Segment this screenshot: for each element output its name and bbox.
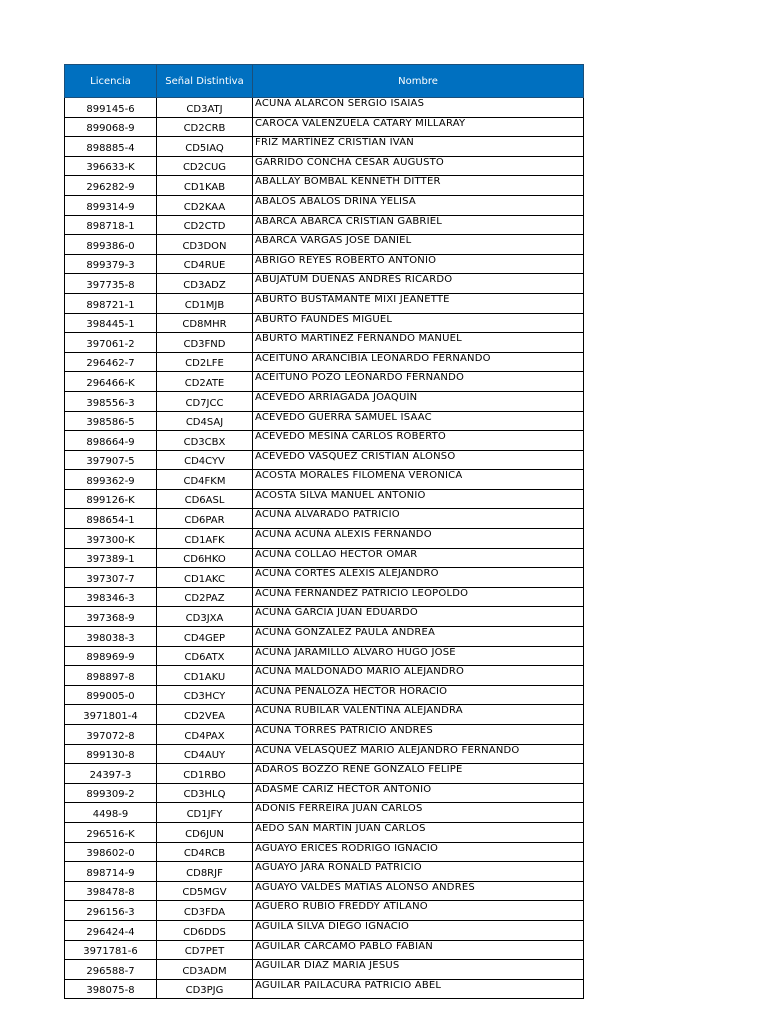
table-row (65, 431, 584, 451)
table-row (65, 529, 584, 549)
licencia-cell: 296282-9 (65, 176, 157, 196)
table-row (65, 685, 584, 705)
licencia-cell: 898714-9 (65, 862, 157, 882)
licencia-cell: 396633-K (65, 156, 157, 176)
nombre-cell: ACUÑA FERNANDEZ PATRICIO LEOPOLDO (253, 587, 584, 607)
licencia-cell: 398602-0 (65, 842, 157, 862)
licencia-cell: 898969-9 (65, 646, 157, 666)
nombre-cell: ACEVEDO ARRIAGADA JOAQUÍN (253, 391, 584, 411)
senal-distintiva-cell: CD3FND (157, 333, 253, 353)
senal-distintiva-cell: CD2ATE (157, 372, 253, 392)
licencia-cell: 397072-8 (65, 725, 157, 745)
licencia-cell: 296516-K (65, 822, 157, 842)
table-row (65, 548, 584, 568)
nombre-cell: ACEVEDO GUERRA SAMUEL ISAAC (253, 411, 584, 431)
table-row (65, 842, 584, 862)
table-row (65, 627, 584, 647)
table-row (65, 803, 584, 823)
senal-distintiva-cell: CD2VEA (157, 705, 253, 725)
licencia-cell: 398346-3 (65, 587, 157, 607)
licencia-cell: 899379-3 (65, 254, 157, 274)
table-row (65, 901, 584, 921)
senal-distintiva-cell: CD6ASL (157, 489, 253, 509)
senal-distintiva-cell: CD4FKM (157, 470, 253, 490)
licencia-cell: 296588-7 (65, 960, 157, 980)
senal-distintiva-cell: CD3CBX (157, 431, 253, 451)
senal-distintiva-cell: CD3JXA (157, 607, 253, 627)
senal-distintiva-cell: CD7JCC (157, 391, 253, 411)
nombre-cell: ACUÑA CORTES ALEXIS ALEJANDRO (253, 568, 584, 588)
senal-distintiva-cell: CD6PAR (157, 509, 253, 529)
licencia-cell: 4498-9 (65, 803, 157, 823)
licencia-cell: 398478-8 (65, 881, 157, 901)
licencia-cell: 398038-3 (65, 627, 157, 647)
table-row (65, 391, 584, 411)
senal-distintiva-cell: CD4RUE (157, 254, 253, 274)
table-row (65, 352, 584, 372)
nombre-cell: ACUÑA ALARCON SERGIO ISAIAS (253, 98, 584, 118)
header-row (65, 65, 584, 98)
license-table (64, 64, 584, 999)
licencia-cell: 899314-9 (65, 195, 157, 215)
licencia-cell: 398586-5 (65, 411, 157, 431)
licencia-cell: 398075-8 (65, 979, 157, 999)
table-row (65, 235, 584, 255)
licencia-cell: 899126-K (65, 489, 157, 509)
nombre-cell: AGUILAR CARCAMO PABLO FABIAN (253, 940, 584, 960)
senal-distintiva-cell: CD6DDS (157, 920, 253, 940)
nombre-cell: ACUÑA PEÑALOZA HECTOR HORACIO (253, 685, 584, 705)
senal-distintiva-cell: CD4RCB (157, 842, 253, 862)
senal-distintiva-cell: CD3FDA (157, 901, 253, 921)
nombre-cell: FRIZ MARTÍNEZ CRISTIAN IVÁN (253, 137, 584, 157)
table-row (65, 666, 584, 686)
licencia-cell: 898664-9 (65, 431, 157, 451)
nombre-cell: AGUAYO JARA RONALD PATRICIO (253, 862, 584, 882)
nombre-cell: ABALLAY BOMBAL KENNETH DITTER (253, 176, 584, 196)
header-senal-distintiva: Señal Distintiva (157, 65, 253, 98)
table-row (65, 254, 584, 274)
table-row (65, 372, 584, 392)
senal-distintiva-cell: CD1AKU (157, 666, 253, 686)
licencia-cell: 397907-5 (65, 450, 157, 470)
licencia-cell: 3971781-6 (65, 940, 157, 960)
table-row (65, 940, 584, 960)
table-row (65, 646, 584, 666)
nombre-cell: ABARCA ABARCA CRISTIAN GABRIEL (253, 215, 584, 235)
licencia-cell: 898654-1 (65, 509, 157, 529)
table-row (65, 587, 584, 607)
senal-distintiva-cell: CD4CYV (157, 450, 253, 470)
table-row (65, 744, 584, 764)
senal-distintiva-cell: CD3HLQ (157, 783, 253, 803)
nombre-cell: ADONIS FERREIRA JUAN CARLOS (253, 803, 584, 823)
senal-distintiva-cell: CD3DON (157, 235, 253, 255)
nombre-cell: AGUERO RUBIO FREDDY ATILANO (253, 901, 584, 921)
table-row (65, 195, 584, 215)
senal-distintiva-cell: CD5IAQ (157, 137, 253, 157)
senal-distintiva-cell: CD3PJG (157, 979, 253, 999)
nombre-cell: ACEVEDO VÁSQUEZ CRISTIAN ALONSO (253, 450, 584, 470)
nombre-cell: ABRIGO REYES ROBERTO ANTONIO (253, 254, 584, 274)
licencia-cell: 296424-4 (65, 920, 157, 940)
table-row (65, 862, 584, 882)
licencia-cell: 296466-K (65, 372, 157, 392)
senal-distintiva-cell: CD2LFE (157, 352, 253, 372)
senal-distintiva-cell: CD2CUG (157, 156, 253, 176)
table-row (65, 509, 584, 529)
nombre-cell: ADAROS BOZZO RENE GONZALO FELIPE (253, 764, 584, 784)
licencia-cell: 898897-8 (65, 666, 157, 686)
senal-distintiva-cell: CD4AUY (157, 744, 253, 764)
nombre-cell: ACUÑA MALDONADO MARIO ALEJANDRO (253, 666, 584, 686)
senal-distintiva-cell: CD6ATX (157, 646, 253, 666)
nombre-cell: AGUILAR PAILACURA PATRICIO ABEL (253, 979, 584, 999)
header-licencia: Licencia (65, 65, 157, 98)
table-row (65, 725, 584, 745)
nombre-cell: ABURTO BUSTAMANTE MIXI JEANETTE (253, 293, 584, 313)
table-row (65, 156, 584, 176)
nombre-cell: ACUÑA TORRES PATRICIO ANDRES (253, 725, 584, 745)
nombre-cell: ACUÑA COLLAO HECTOR OMAR (253, 548, 584, 568)
nombre-cell: ACUÑA GARCIA JUAN EDUARDO (253, 607, 584, 627)
table-row (65, 293, 584, 313)
licencia-cell: 899145-6 (65, 98, 157, 118)
table-row (65, 450, 584, 470)
table-row (65, 705, 584, 725)
senal-distintiva-cell: CD6JUN (157, 822, 253, 842)
licencia-cell: 3971801-4 (65, 705, 157, 725)
licencia-cell: 899362-9 (65, 470, 157, 490)
senal-distintiva-cell: CD1MJB (157, 293, 253, 313)
senal-distintiva-cell: CD8MHR (157, 313, 253, 333)
senal-distintiva-cell: CD7PET (157, 940, 253, 960)
nombre-cell: ABALOS ABALOS DRINA YELISA (253, 195, 584, 215)
senal-distintiva-cell: CD3ATJ (157, 98, 253, 118)
senal-distintiva-cell: CD1AFK (157, 529, 253, 549)
nombre-cell: ACUÑA RUBILAR VALENTINA ALEJANDRA (253, 705, 584, 725)
licencia-cell: 397307-7 (65, 568, 157, 588)
nombre-cell: AGUILA SILVA DIEGO IGNACIO (253, 920, 584, 940)
senal-distintiva-cell: CD3ADM (157, 960, 253, 980)
table-row (65, 920, 584, 940)
table-body (65, 98, 584, 999)
senal-distintiva-cell: CD6HKO (157, 548, 253, 568)
table-row (65, 176, 584, 196)
nombre-cell: ACUÑA ACUÑA ALEXIS FERNANDO (253, 529, 584, 549)
table-row (65, 568, 584, 588)
nombre-cell: GARRIDO CONCHA CESAR AUGUSTO (253, 156, 584, 176)
licencia-cell: 397300-K (65, 529, 157, 549)
table-row (65, 137, 584, 157)
table-row (65, 489, 584, 509)
table-row (65, 313, 584, 333)
senal-distintiva-cell: CD2KAA (157, 195, 253, 215)
table-row (65, 881, 584, 901)
senal-distintiva-cell: CD2PAZ (157, 587, 253, 607)
nombre-cell: ABURTO FAÚNDES MIGUEL (253, 313, 584, 333)
licencia-cell: 397061-2 (65, 333, 157, 353)
nombre-cell: AGUILAR DIAZ MARIA JESUS (253, 960, 584, 980)
senal-distintiva-cell: CD2CTD (157, 215, 253, 235)
table-row (65, 783, 584, 803)
table-row (65, 411, 584, 431)
licencia-cell: 898718-1 (65, 215, 157, 235)
nombre-cell: ADASME CARIZ HÉCTOR ANTONIO (253, 783, 584, 803)
licencia-cell: 24397-3 (65, 764, 157, 784)
licencia-cell: 397735-8 (65, 274, 157, 294)
senal-distintiva-cell: CD1KAB (157, 176, 253, 196)
licencia-cell: 899386-0 (65, 235, 157, 255)
table-row (65, 215, 584, 235)
nombre-cell: ACUÑA JARAMILLO ALVARO HUGO JOSE (253, 646, 584, 666)
table-row (65, 960, 584, 980)
senal-distintiva-cell: CD3ADZ (157, 274, 253, 294)
senal-distintiva-cell: CD1AKC (157, 568, 253, 588)
senal-distintiva-cell: CD3HCY (157, 685, 253, 705)
senal-distintiva-cell: CD1JFY (157, 803, 253, 823)
licencia-cell: 296156-3 (65, 901, 157, 921)
licencia-cell: 397368-9 (65, 607, 157, 627)
nombre-cell: ACEITUNO ARANCIBIA LEONARDO FERNANDO (253, 352, 584, 372)
nombre-cell: ACEITUNO POZO LEONARDO FERNANDO (253, 372, 584, 392)
senal-distintiva-cell: CD1RBO (157, 764, 253, 784)
table-row (65, 333, 584, 353)
senal-distintiva-cell: CD8RJF (157, 862, 253, 882)
nombre-cell: ACUÑA ALVARADO PATRICIO (253, 509, 584, 529)
nombre-cell: AGUAYO VALDES MATIAS ALONSO ANDRES (253, 881, 584, 901)
nombre-cell: ABUJATUM DUEÑAS ANDRÉS RICARDO (253, 274, 584, 294)
senal-distintiva-cell: CD5MGV (157, 881, 253, 901)
licencia-cell: 898885-4 (65, 137, 157, 157)
senal-distintiva-cell: CD4PAX (157, 725, 253, 745)
licencia-cell: 398445-1 (65, 313, 157, 333)
senal-distintiva-cell: CD2CRB (157, 117, 253, 137)
table-row (65, 98, 584, 118)
nombre-cell: ACUÑA GONZALEZ PAULA ANDREA (253, 627, 584, 647)
table-row (65, 274, 584, 294)
licencia-cell: 899130-8 (65, 744, 157, 764)
licencia-cell: 898721-1 (65, 293, 157, 313)
nombre-cell: ACUÑA VELASQUEZ MARIO ALEJANDRO FERNANDO (253, 744, 584, 764)
nombre-cell: ABARCA VARGAS JOSE DANIEL (253, 235, 584, 255)
licencia-cell: 398556-3 (65, 391, 157, 411)
licencia-cell: 899068-9 (65, 117, 157, 137)
table-row (65, 470, 584, 490)
nombre-cell: ACOSTA MORALES FILOMENA VERONICA (253, 470, 584, 490)
nombre-cell: ACOSTA SILVA MANUEL ANTONIO (253, 489, 584, 509)
nombre-cell: CAROCA VALENZUELA CATARY MILLARAY (253, 117, 584, 137)
table-row (65, 117, 584, 137)
table-row (65, 822, 584, 842)
table-row (65, 979, 584, 999)
header-nombre: Nombre (253, 65, 584, 98)
senal-distintiva-cell: CD4SAJ (157, 411, 253, 431)
licencia-cell: 296462-7 (65, 352, 157, 372)
licencia-cell: 899005-0 (65, 685, 157, 705)
licencia-cell: 397389-1 (65, 548, 157, 568)
nombre-cell: AGUAYO ERICES RODRIGO IGNACIO (253, 842, 584, 862)
table-row (65, 607, 584, 627)
licencia-cell: 899309-2 (65, 783, 157, 803)
table-row (65, 764, 584, 784)
senal-distintiva-cell: CD4GEP (157, 627, 253, 647)
nombre-cell: ABURTO MARTINEZ FERNANDO MANUEL (253, 333, 584, 353)
nombre-cell: AEDO SAN MARTIN JUAN CARLOS (253, 822, 584, 842)
nombre-cell: ACEVEDO MESINA CARLOS ROBERTO (253, 431, 584, 451)
